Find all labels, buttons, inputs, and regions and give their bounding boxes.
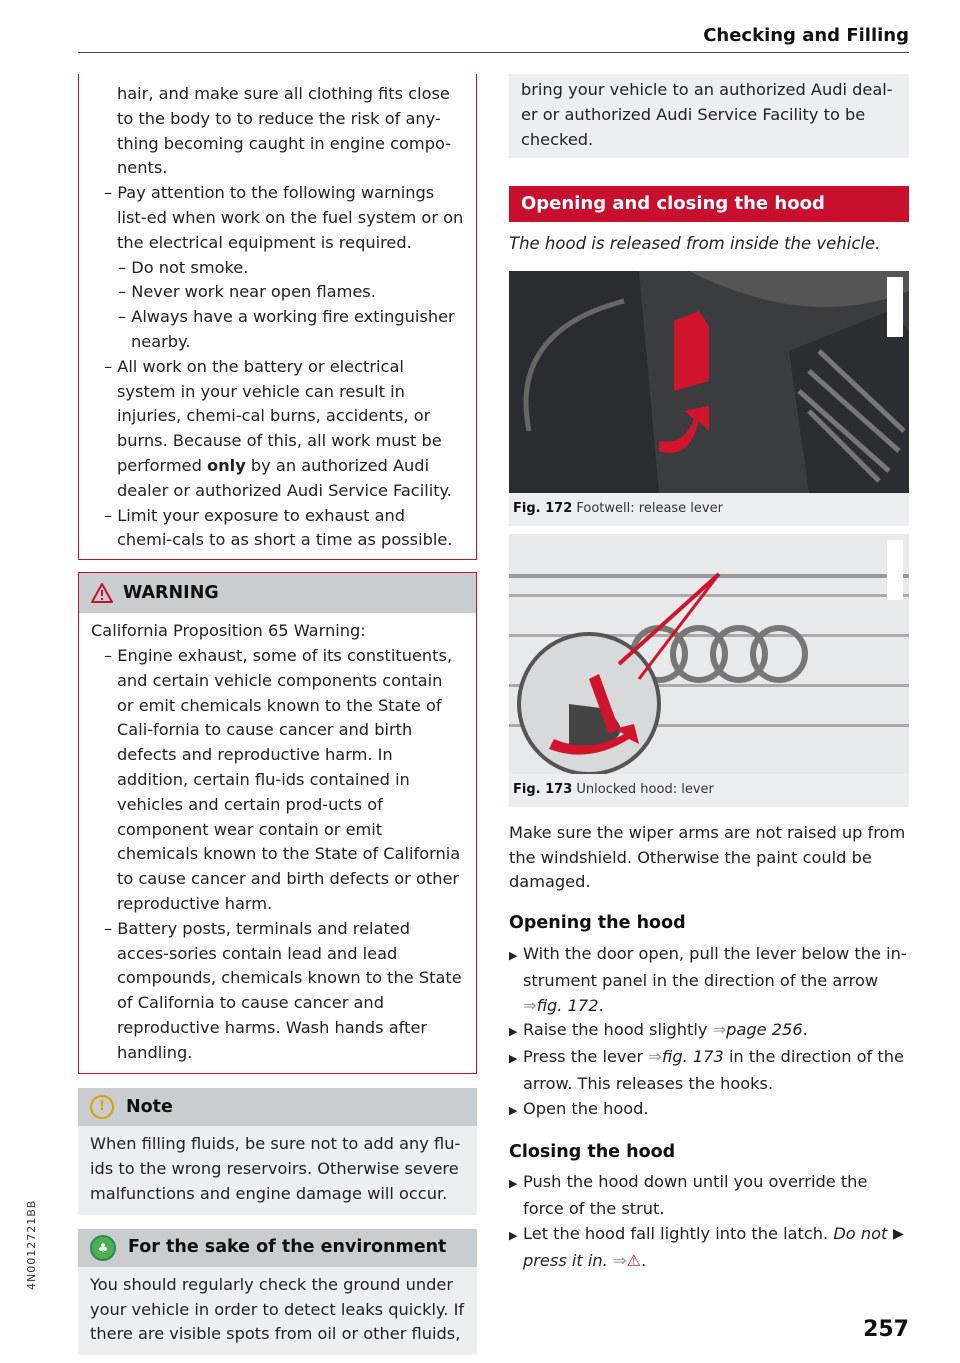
continued-warning-box [78,74,477,560]
fig-173-reference[interactable] [648,1047,724,1066]
section-title: Opening and closing the hood [509,186,909,222]
warning-item-exhaust: – Engine exhaust, some of its constituents, and certain vehicle components contain or emit chemicals known to the State of Cali-fornia to cause cancer and birth defects and reproductive harm. In addition, certain flu-ids contained in vehicles and certain prod-ucts of component wear contain or emit chemicals known to the State of California to cause cancer and birth defects or other reproductive harm. [104,645,461,913]
closing-heading: Closing the hood [509,1141,676,1162]
warning-intro: California Proposition 65 Warning: [91,621,366,641]
fuel-system-item: – Pay attention to the following warnings list-ed when work on the fuel system or on the electrical equipment is required. [104,183,464,252]
right-column [509,74,909,1274]
bullet-icon: ▶ [509,1103,518,1117]
note-title: Note [126,1097,173,1118]
closing-step-1 [509,1170,909,1222]
page-256-reference[interactable] [713,1020,803,1039]
opening-step-3-text-end: in the direction of the arrow. This releases the hooks. [523,1047,904,1093]
unlocked-hood-lever-image [509,534,909,774]
opening-step-4-text: Open the hood. [523,1098,649,1118]
figure-172-label: Fig. 172 [513,501,573,517]
bullet-icon: ▶ [509,1228,518,1242]
figure-173 [509,534,909,807]
page-number: 257 [863,1317,909,1342]
header-rule [78,52,909,53]
document-code: 4N0012721BB [25,1199,38,1290]
section-subtitle: The hood is released from inside the vehicle. [509,234,881,254]
fig-173-reference-text: fig. 173 [661,1047,724,1067]
subitem-no-flames: – Never work near open flames. [118,282,376,302]
subitem-no-smoke: – Do not smoke. [118,257,249,277]
bullet-icon: ▶ [509,1177,518,1191]
reference-arrow-icon: ⇒ [612,1250,627,1270]
warning-reference-icon: ⚠ [626,1250,642,1270]
continue-arrow-icon: ▶ [893,1226,904,1242]
opening-step-1: ▶ With the door open, pull the lever below the in-strument panel in the direction of the arrow ⇒fig. 172. [509,943,907,1015]
closing-step-1-text: Push the hood down until you override the force of the strut. [523,1172,868,1219]
footwell-release-lever-image [509,271,909,493]
closing-step-2-italic: Do not press it in. [523,1223,888,1270]
opening-step-2: ▶ Raise the hood slightly ⇒page 256. [509,1018,909,1045]
environment-header [78,1229,477,1267]
opening-step-3-text: Press the lever [523,1047,644,1067]
wiper-arm-notice: Make sure the wiper arms are not raised up from the windshield. Otherwise the paint could be damaged. [509,822,906,892]
bullet-icon: ▶ [509,948,518,962]
fig-172-reference[interactable] [523,996,599,1015]
battery-item-bold: only [207,455,246,475]
battery-item-text-end: by an authorized Audi dealer or authorized Audi Service Facility. [117,455,452,500]
reference-arrow-icon: ⇒ [712,1020,727,1040]
warning-header [78,572,477,613]
opening-step-4 [509,1097,909,1124]
page-256-reference-text: page 256 [726,1020,803,1040]
continued-line-1: hair, and make sure all clothing fits close [117,84,450,103]
battery-item [91,355,464,504]
figure-173-label: Fig. 173 [513,781,573,797]
fig-172-reference-text: fig. 172 [536,995,599,1015]
exhaust-item: – Limit your exposure to exhaust and chemi-cals to as short a time as possible. [104,505,453,550]
left-column [78,74,477,1355]
warning-title: WARNING [123,582,219,603]
figure-172-caption-text: Footwell: release lever [576,501,723,517]
environment-icon: ♣ [90,1235,116,1261]
warning-item-battery: – Battery posts, terminals and related acces-sories contain lead and lead compounds, chemicals known to the State of California to cause cancer and reproductive harms. Wash hands after handling. [104,918,462,1062]
opening-heading: Opening the hood [509,913,686,934]
continued-environment-text: bring your vehicle to an authorized Audi deal-er or authorized Audi Service Facility to be checked. [509,74,909,158]
note-icon: ! [90,1095,114,1119]
reference-arrow-icon: ⇒ [648,1047,662,1067]
warning-icon [91,583,113,603]
figure-172 [509,271,909,526]
opening-step-1-text: With the door open, pull the lever below the in-strument panel in the direction of the arrow [523,943,907,990]
subitem-extinguisher: – Always have a working fire extinguisher nearby. [118,307,455,351]
page-header: Checking and Filling [703,25,909,46]
environment-body: You should regularly check the ground under your vehicle in order to detect leaks quickly. If there are visible spots from oil or other fluids, [78,1267,477,1355]
figure-172-caption [509,493,909,522]
opening-step-3 [509,1045,909,1097]
note-body: When filling fluids, be sure not to add any flu-ids to the wrong reservoirs. Otherwise severe malfunctions and engine damage will occur. [78,1126,477,1214]
bullet-icon: ▶ [509,1052,518,1066]
continued-line-2: to the body to to reduce the risk of any- [117,108,441,128]
closing-step-2: ▶ Let the hood fall lightly into the latch. Do not press it in. ⇒⚠. [509,1223,888,1270]
battery-item-text: – All work on the battery or electrical system in your vehicle can result in injuries, chemi-cal burns, accidents, or burns. Because of this, all work must be performed [104,356,442,475]
continued-line-4: nents. [117,158,168,178]
reference-arrow-icon: ⇒ [523,995,537,1015]
warning-reference[interactable] [613,1251,641,1270]
environment-title: For the sake of the environment [128,1237,447,1258]
warning-body [78,613,477,1074]
continued-line-3: thing becoming caught in engine compo- [117,133,452,153]
bullet-icon: ▶ [509,1025,518,1039]
closing-step-2-text: Let the hood fall lightly into the latch. [523,1223,829,1243]
figure-173-caption-text: Unlocked hood: lever [576,781,714,797]
note-header [78,1088,477,1126]
opening-step-2-text: Raise the hood slightly [523,1020,708,1040]
figure-173-caption [509,774,909,803]
